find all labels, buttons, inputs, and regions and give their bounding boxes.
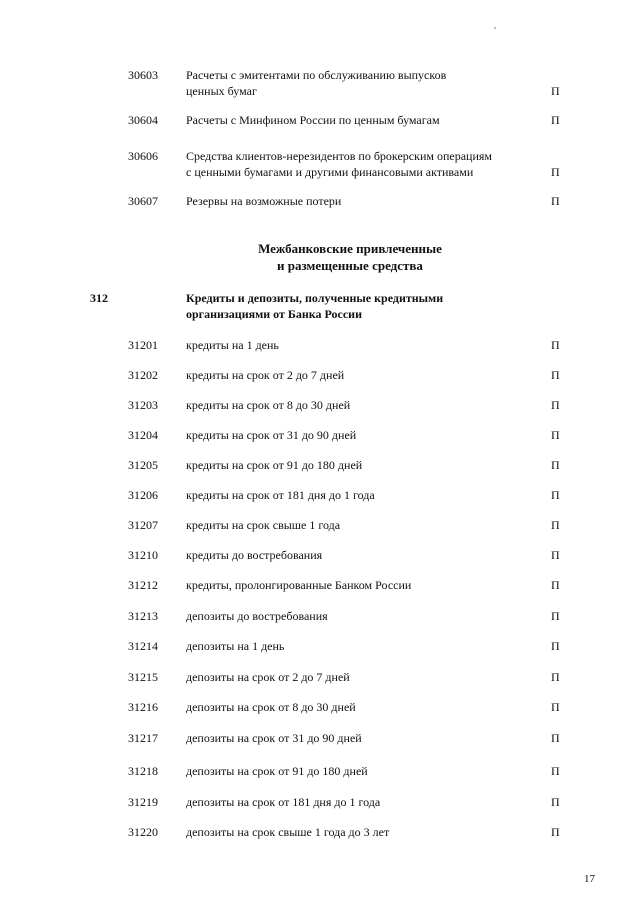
account-type-mark: П	[551, 488, 560, 502]
account-description: кредиты на срок от 181 дня до 1 года	[186, 488, 375, 502]
account-description: кредиты до востребования	[186, 548, 323, 562]
account-code: 31215	[128, 670, 158, 684]
account-description: депозиты на срок от 8 до 30 дней	[186, 700, 356, 714]
account-row	[0, 517, 640, 533]
section-heading	[220, 240, 480, 274]
account-type-mark: П	[551, 398, 560, 412]
group-description	[186, 290, 536, 322]
account-code: 30606	[128, 149, 158, 163]
account-type-mark: П	[551, 639, 560, 653]
account-row	[0, 794, 640, 810]
scan-speck	[494, 27, 496, 29]
heading-line: Межбанковские привлеченные	[258, 241, 442, 256]
account-description: депозиты на срок от 91 до 180 дней	[186, 764, 368, 778]
account-type-mark: П	[551, 518, 560, 532]
account-type-mark: П	[551, 165, 560, 179]
description-line: организациями от Банка России	[186, 307, 363, 321]
account-code: 31213	[128, 609, 158, 623]
account-code: 31202	[128, 368, 158, 382]
account-code: 30607	[128, 194, 158, 208]
account-code: 31212	[128, 578, 158, 592]
account-row	[0, 193, 640, 209]
account-type-mark: П	[551, 670, 560, 684]
account-row	[0, 337, 640, 353]
account-description: кредиты на срок от 2 до 7 дней	[186, 368, 345, 382]
account-code: 31217	[128, 731, 158, 745]
account-description: кредиты на срок от 8 до 30 дней	[186, 398, 351, 412]
account-code: 31214	[128, 639, 158, 653]
account-row	[0, 427, 640, 443]
account-row	[0, 699, 640, 715]
account-code: 31210	[128, 548, 158, 562]
account-type-mark: П	[551, 368, 560, 382]
account-description: депозиты на срок от 31 до 90 дней	[186, 731, 362, 745]
account-type-mark: П	[551, 338, 560, 352]
account-type-mark: П	[551, 578, 560, 592]
account-type-mark: П	[551, 113, 560, 127]
account-type-mark: П	[551, 84, 560, 98]
account-code: 31219	[128, 795, 158, 809]
group-code: 312	[90, 291, 108, 305]
account-description: Резервы на возможные потери	[186, 194, 342, 208]
account-row	[0, 638, 640, 654]
account-description	[186, 67, 536, 99]
account-code: 31216	[128, 700, 158, 714]
account-code: 30604	[128, 113, 158, 127]
description-line: с ценными бумагами и другими финансовыми активами	[186, 165, 474, 179]
account-description: депозиты до востребования	[186, 609, 328, 623]
account-row	[0, 547, 640, 563]
account-description: депозиты на 1 день	[186, 639, 285, 653]
account-row	[0, 824, 640, 840]
account-code: 31206	[128, 488, 158, 502]
account-description: Расчеты с Минфином России по ценным бумагам	[186, 113, 440, 127]
account-row	[0, 397, 640, 413]
account-type-mark: П	[551, 700, 560, 714]
account-code: 30603	[128, 68, 158, 82]
account-row	[0, 730, 640, 746]
account-description: депозиты на срок свыше 1 года до 3 лет	[186, 825, 390, 839]
account-row	[0, 367, 640, 383]
description-line: Расчеты с эмитентами по обслуживанию выпусков	[186, 68, 447, 82]
account-type-mark: П	[551, 731, 560, 745]
account-row	[0, 457, 640, 473]
account-code: 31204	[128, 428, 158, 442]
account-row	[0, 148, 640, 180]
account-description: депозиты на срок от 2 до 7 дней	[186, 670, 350, 684]
heading-line: и размещенные средства	[277, 258, 423, 273]
account-description	[186, 148, 536, 180]
account-type-mark: П	[551, 194, 560, 208]
account-row	[0, 763, 640, 779]
account-row	[0, 669, 640, 685]
account-code: 31220	[128, 825, 158, 839]
account-description: кредиты на 1 день	[186, 338, 279, 352]
account-row	[0, 112, 640, 128]
account-code: 31201	[128, 338, 158, 352]
account-type-mark: П	[551, 548, 560, 562]
account-description: кредиты, пролонгированные Банком России	[186, 578, 412, 592]
description-line: Средства клиентов-нерезидентов по брокерским операциям	[186, 149, 492, 163]
account-description: кредиты на срок от 31 до 90 дней	[186, 428, 357, 442]
account-row	[0, 608, 640, 624]
account-code: 31205	[128, 458, 158, 472]
account-description: депозиты на срок от 181 дня до 1 года	[186, 795, 381, 809]
account-type-mark: П	[551, 428, 560, 442]
account-group-row	[0, 290, 640, 322]
account-row	[0, 67, 640, 99]
account-row	[0, 487, 640, 503]
description-line: ценных бумаг	[186, 84, 257, 98]
account-code: 31203	[128, 398, 158, 412]
account-type-mark: П	[551, 825, 560, 839]
description-line: Кредиты и депозиты, полученные кредитными	[186, 291, 444, 305]
account-description: кредиты на срок от 91 до 180 дней	[186, 458, 363, 472]
account-description: кредиты на срок свыше 1 года	[186, 518, 341, 532]
account-type-mark: П	[551, 609, 560, 623]
account-type-mark: П	[551, 458, 560, 472]
account-type-mark: П	[551, 795, 560, 809]
account-code: 31207	[128, 518, 158, 532]
account-code: 31218	[128, 764, 158, 778]
account-type-mark: П	[551, 764, 560, 778]
account-row	[0, 577, 640, 593]
page-number: 17	[584, 873, 595, 885]
